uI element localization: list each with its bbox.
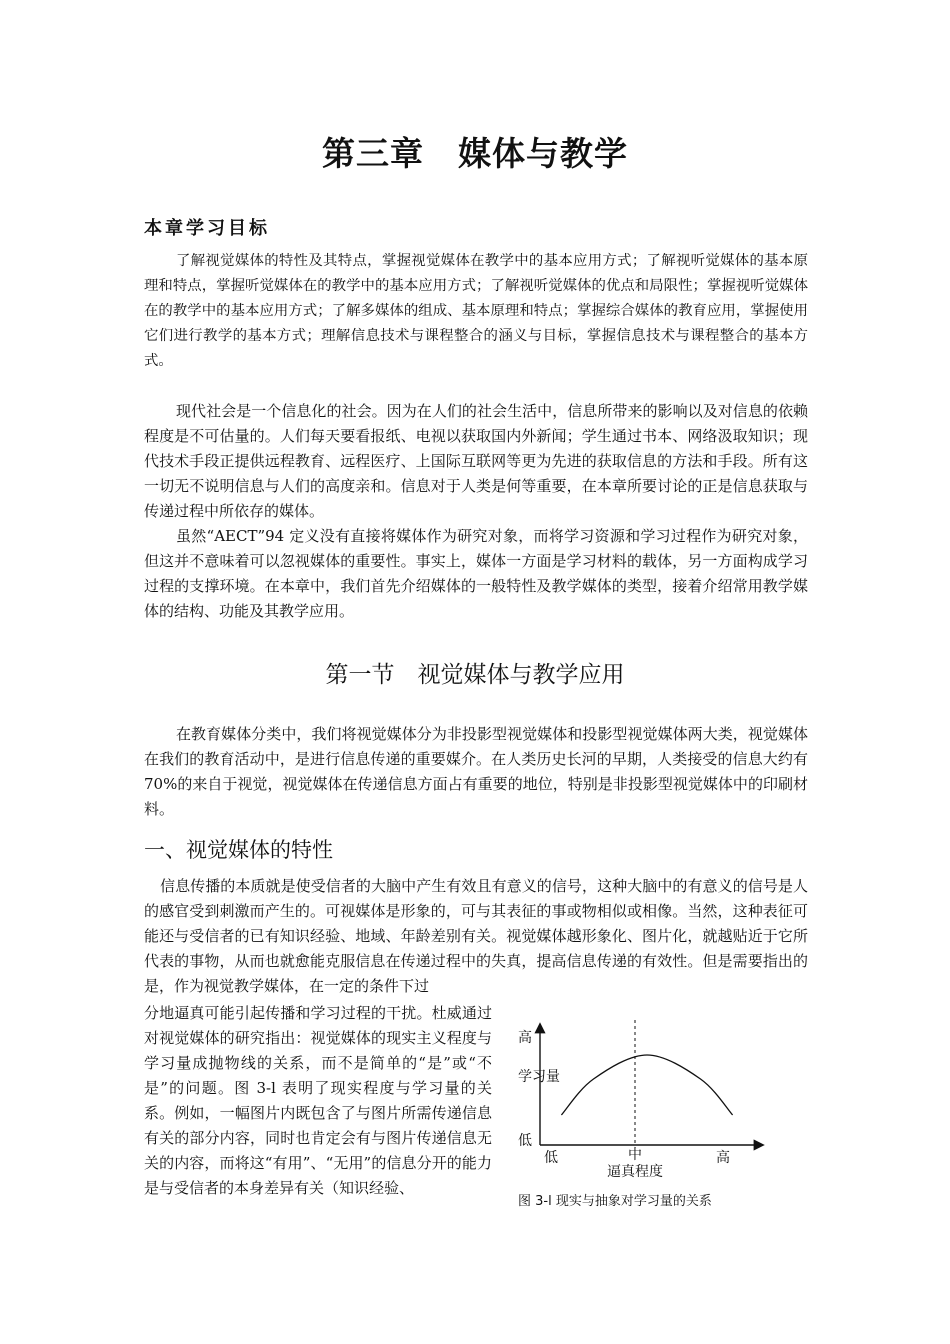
y-high-label: 高: [518, 1030, 532, 1046]
subsection-title: 一、视觉媒体的特性: [144, 838, 333, 862]
figure-3-1: [500, 1010, 800, 1220]
realism-learning-chart: [500, 1010, 800, 1220]
wrap-paragraph: 分地逼真可能引起传播和学习过程的干扰。杜威通过对视觉媒体的研究指出：视觉媒体的现实主义程度与学习量成抛物线的关系，而不是简单的“是”或“不是”的问题。图 3-l 表明了现实程度与学习量的关系。例如，一幅图片内既包含了与图片所需传递信息有关的部分内容，同时也肯定会有与图片传递信息无关的内容，而将这“有用”、“无用”的信息分开的能力是与受信者的本身差异有关（知识经验、: [144, 1004, 492, 1197]
x-mid-label: 中: [628, 1147, 642, 1163]
x-axis-label: 逼真程度: [607, 1164, 663, 1180]
x-low-label: 低: [544, 1150, 558, 1166]
chapter-title: 第三章 媒体与教学: [322, 134, 628, 173]
section-paragraph: 在教育媒体分类中，我们将视觉媒体分为非投影型视觉媒体和投影型视觉媒体两大类，视觉媒体在我们的教育活动中，是进行信息传递的重要媒介。在人类历史长河的早期，人类接受的信息大约有 70%的来自于视觉，视觉媒体在传递信息方面占有重要的地位，特别是非投影型视觉媒体中的印刷材料。: [144, 725, 808, 818]
learning-curve: [561, 1055, 732, 1115]
section-title: 第一节 视觉媒体与教学应用: [325, 662, 625, 688]
intro-paragraph-2: 虽然“AECT”94 定义没有直接将媒体作为研究对象，而将学习资源和学习过程作为研究对象，但这并不意味着可以忽视媒体的重要性。事实上，媒体一方面是学习材料的载体，另一方面构成学习过程的支撑环境。在本章中，我们首先介绍媒体的一般特性及教学媒体的类型，接着介绍常用教学媒体的结构、功能及其教学应用。: [144, 527, 808, 620]
goals-paragraph: 了解视觉媒体的特性及其特点，掌握视觉媒体在教学中的基本应用方式；了解视听觉媒体的基本原理和特点，掌握听觉媒体在的教学中的基本应用方式；了解视听觉媒体的优点和局限性；掌握视听觉媒体在的教学中的基本应用方式；了解多媒体的组成、基本原理和特点；掌握综合媒体的教育应用，掌握使用它们进行教学的基本方式；理解信息技术与课程整合的涵义与目标，掌握信息技术与课程整合的基本方式。: [144, 253, 808, 369]
y-low-label: 低: [518, 1133, 532, 1149]
intro-paragraph-1: 现代社会是一个信息化的社会。因为在人们的社会生活中，信息所带来的影响以及对信息的依赖程度是不可估量的。人们每天要看报纸、电视以获取国内外新闻；学生通过书本、网络汲取知识；现代技术手段正提供远程教育、远程医疗、上国际互联网等更为先进的获取信息的方法和手段。所有这一切无不说明信息与人们的高度亲和。信息对于人类是何等重要，在本章所要讨论的正是信息获取与传递过程中所依存的媒体。: [144, 402, 808, 520]
x-high-label: 高: [716, 1150, 730, 1166]
y-axis-label: 学习量: [518, 1069, 560, 1085]
figure-caption: 图 3-l 现实与抽象对学习量的关系: [518, 1194, 712, 1209]
goals-heading: 本章学习目标: [144, 218, 270, 239]
subsection-paragraph: 信息传播的本质就是使受信者的大脑中产生有效且有意义的信号，这种大脑中的有意义的信号是人的感官受到刺激而产生的。可视媒体是形象的，可与其表征的事或物相似或相像。当然，这种表征可能还与受信者的已有知识经验、地域、年龄差别有关。视觉媒体越形象化、图片化，就越贴近于它所代表的事物，从而也就愈能克服信息在传递过程中的失真，提高信息传递的有效性。但是需要指出的是，作为视觉教学媒体，在一定的条件下过: [144, 877, 808, 995]
